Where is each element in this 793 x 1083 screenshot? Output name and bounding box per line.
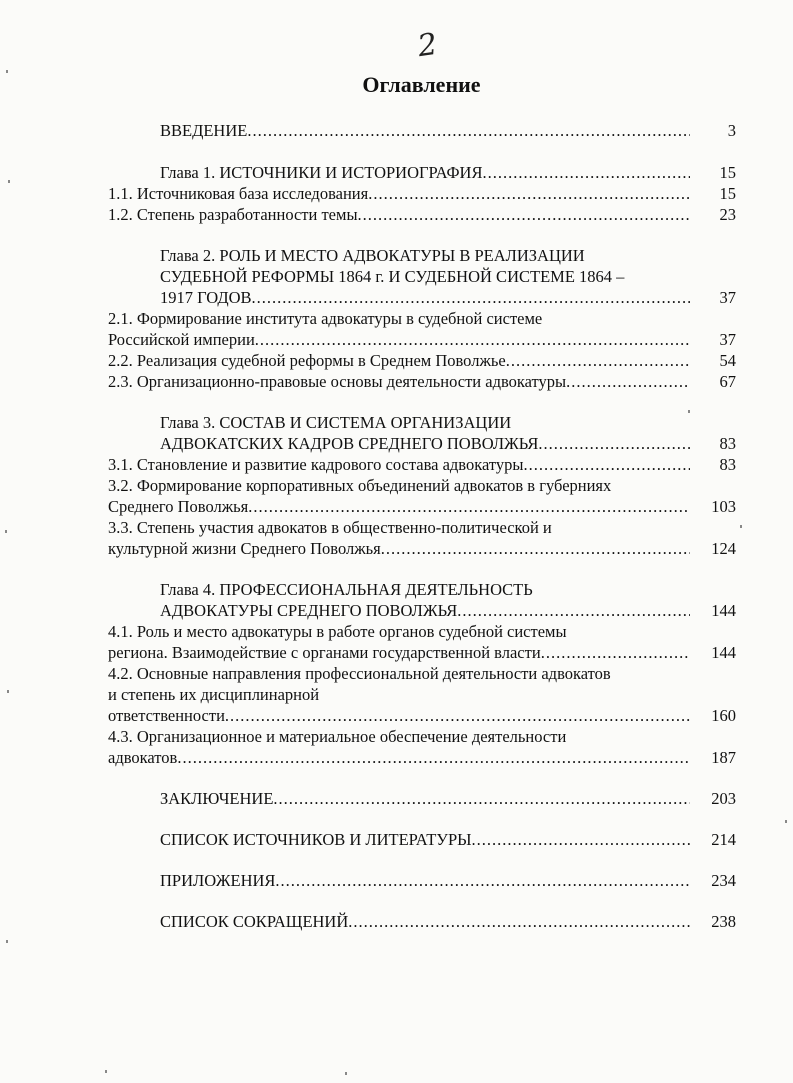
scan-speck bbox=[688, 410, 690, 413]
page-ref: 144 bbox=[711, 601, 736, 620]
page-ref: 15 bbox=[719, 163, 736, 182]
toc-section-1-1[interactable]: 1.1. Источниковая база исследования ..... 15 bbox=[108, 183, 736, 204]
page-ref: 238 bbox=[711, 912, 736, 931]
toc-chapter-3-line-1[interactable]: Глава 3. СОСТАВ И СИСТЕМА ОРГАНИЗАЦИИ bbox=[160, 413, 512, 432]
toc-chapter-2-line-3[interactable]: 1917 ГОДОВ ..... 37 bbox=[160, 287, 736, 308]
toc-section-4-1-line-2[interactable]: региона. Взаимодействие с органами государственной власти ..... 144 bbox=[108, 642, 736, 663]
toc-chapter-2-line-2[interactable]: СУДЕБНОЙ РЕФОРМЫ 1864 г. И СУДЕБНОЙ СИСТЕМЕ 1864 – bbox=[160, 267, 625, 286]
toc-section-3-1[interactable]: 3.1. Становление и развитие кадрового состава адвокатуры ..... 83 bbox=[108, 454, 736, 475]
page-ref: 124 bbox=[711, 539, 736, 558]
scan-speck bbox=[7, 690, 9, 693]
page-ref: 187 bbox=[711, 748, 736, 767]
page-ref: 37 bbox=[719, 288, 736, 307]
toc-section-2-2[interactable]: 2.2. Реализация судебной реформы в Среднем Поволжье ..... 54 bbox=[108, 350, 736, 371]
page-ref: 54 bbox=[719, 351, 736, 370]
toc-chapter-4-line-2[interactable]: АДВОКАТУРЫ СРЕДНЕГО ПОВОЛЖЬЯ ..... 144 bbox=[160, 600, 736, 621]
page-ref: 103 bbox=[711, 497, 736, 516]
page-title: Оглавление bbox=[362, 72, 481, 97]
toc-section-4-1-line-1[interactable]: 4.1. Роль и место адвокатуры в работе органов судебной системы bbox=[108, 622, 567, 641]
toc-section-2-3[interactable]: 2.3. Организационно-правовые основы деятельности адвокатуры ..... 67 bbox=[108, 371, 736, 392]
page-ref: 83 bbox=[719, 455, 736, 474]
scan-speck bbox=[345, 1072, 347, 1075]
toc-section-4-2-line-3[interactable]: ответственности ..... 160 bbox=[108, 705, 736, 726]
page-ref: 3 bbox=[727, 121, 736, 140]
scan-speck bbox=[8, 180, 10, 183]
page-ref: 67 bbox=[719, 372, 736, 391]
toc-entry-introduction[interactable]: ВВЕДЕНИЕ ..... 3 bbox=[160, 120, 736, 141]
toc-section-3-3-line-2[interactable]: культурной жизни Среднего Поволжья ..... 124 bbox=[108, 538, 736, 559]
toc-chapter-3-line-2[interactable]: АДВОКАТСКИХ КАДРОВ СРЕДНЕГО ПОВОЛЖЬЯ ..... 83 bbox=[160, 433, 736, 454]
toc-entry-conclusion[interactable]: ЗАКЛЮЧЕНИЕ ..... 203 bbox=[160, 788, 736, 809]
scan-speck bbox=[6, 940, 8, 943]
toc-section-1-2[interactable]: 1.2. Степень разработанности темы ..... 23 bbox=[108, 204, 736, 225]
page-ref: 83 bbox=[719, 434, 736, 453]
scan-speck bbox=[785, 820, 787, 823]
scan-speck bbox=[6, 70, 8, 73]
page-ref: 203 bbox=[711, 789, 736, 808]
page-ref: 23 bbox=[719, 205, 736, 224]
page-ref: 144 bbox=[711, 643, 736, 662]
toc-section-4-2-line-2[interactable]: и степень их дисциплинарной bbox=[108, 685, 320, 704]
page-ref: 15 bbox=[719, 184, 736, 203]
scan-speck bbox=[740, 525, 742, 528]
toc-chapter-4-line-1[interactable]: Глава 4. ПРОФЕССИОНАЛЬНАЯ ДЕЯТЕЛЬНОСТЬ bbox=[160, 580, 533, 599]
page-ref: 214 bbox=[711, 830, 736, 849]
page-ref: 160 bbox=[711, 706, 736, 725]
page-ref: 37 bbox=[719, 330, 736, 349]
toc-section-4-2-line-1[interactable]: 4.2. Основные направления профессиональной деятельности адвокатов bbox=[108, 664, 611, 683]
scan-speck bbox=[5, 530, 7, 533]
toc-section-4-3-line-1[interactable]: 4.3. Организационное и материальное обеспечение деятельности bbox=[108, 727, 567, 746]
toc-entry-sources[interactable]: СПИСОК ИСТОЧНИКОВ И ЛИТЕРАТУРЫ ..... 214 bbox=[160, 829, 736, 850]
toc-section-2-1-line-2[interactable]: Российской империи ..... 37 bbox=[108, 329, 736, 350]
toc-chapter-2-line-1[interactable]: Глава 2. РОЛЬ И МЕСТО АДВОКАТУРЫ В РЕАЛИЗАЦИИ bbox=[160, 246, 585, 265]
toc-section-4-3-line-2[interactable]: адвокатов ..... 187 bbox=[108, 747, 736, 768]
scan-speck bbox=[105, 1070, 107, 1073]
toc-section-3-2-line-1[interactable]: 3.2. Формирование корпоративных объединений адвокатов в губерниях bbox=[108, 476, 612, 495]
toc-entry-abbreviations[interactable]: СПИСОК СОКРАЩЕНИЙ ..... 238 bbox=[160, 911, 736, 932]
handwritten-page-number: 2 bbox=[415, 26, 440, 65]
toc-section-3-2-line-2[interactable]: Среднего Поволжья ..... 103 bbox=[108, 496, 736, 517]
toc-section-3-3-line-1[interactable]: 3.3. Степень участия адвокатов в общественно-политической и bbox=[108, 518, 552, 537]
page-ref: 234 bbox=[711, 871, 736, 890]
toc-section-2-1-line-1[interactable]: 2.1. Формирование института адвокатуры в судебной системе bbox=[108, 309, 543, 328]
toc-chapter-1[interactable]: Глава 1. ИСТОЧНИКИ И ИСТОРИОГРАФИЯ ..... 15 bbox=[160, 162, 736, 183]
toc-entry-appendix[interactable]: ПРИЛОЖЕНИЯ ..... 234 bbox=[160, 870, 736, 891]
